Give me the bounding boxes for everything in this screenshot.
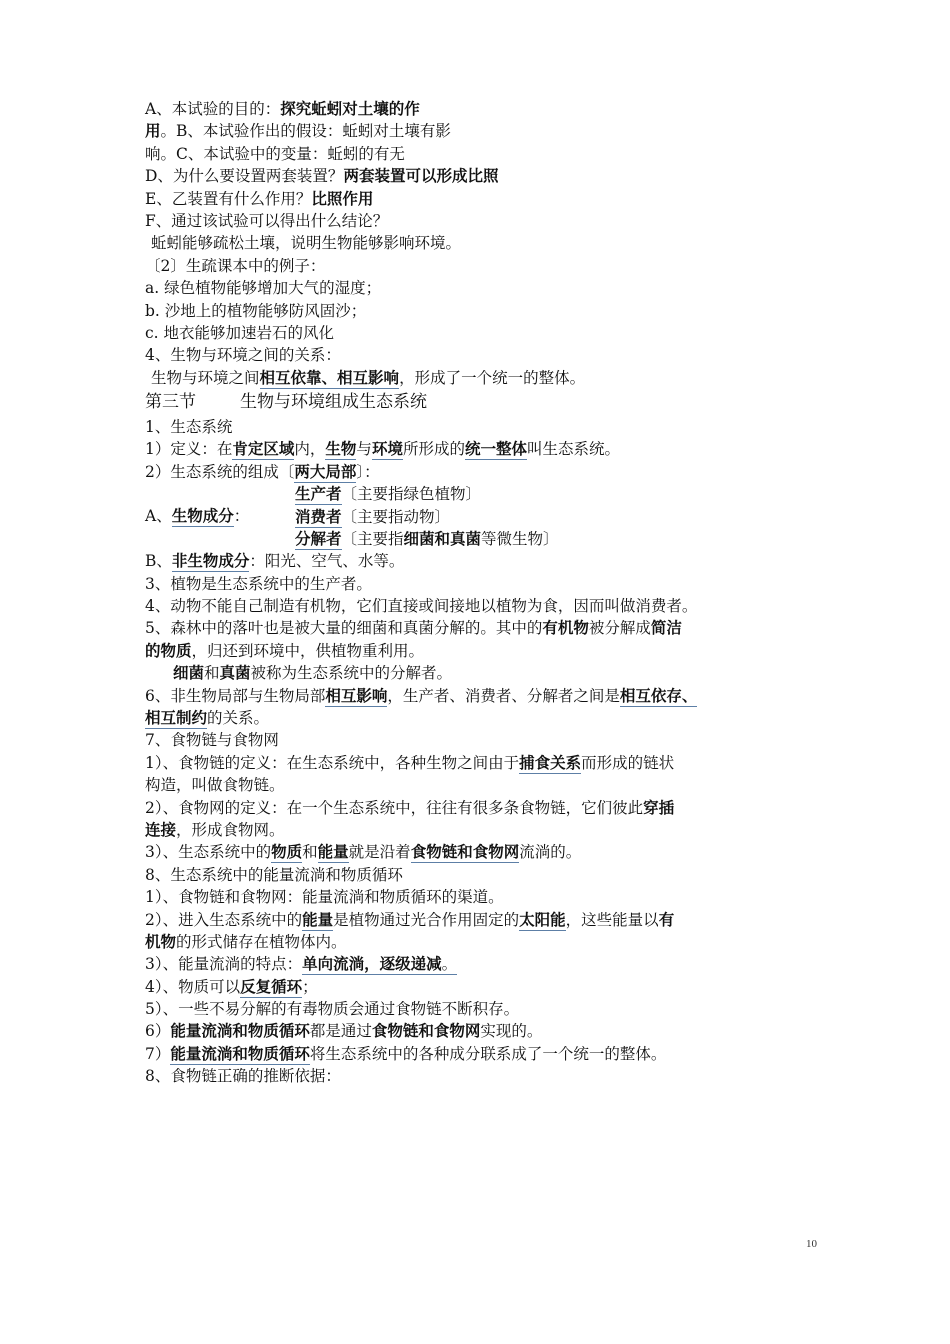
text-line: 2）生态系统的组成〔两大局部〕： — [145, 461, 380, 481]
text-line: 〔2〕生疏课本中的例子： — [145, 256, 326, 275]
text-line: 7）能量流淌和物质循环将生态系统中的各种成分联系成了一个统一的整体。 — [145, 1043, 667, 1063]
bold-text: 两套装置可以形成比照 — [343, 166, 499, 186]
text-line: 细菌和真菌被称为生态系统中的分解者。 — [173, 663, 453, 683]
text-line: 3）、能量流淌的特点：单向流淌，逐级递减。 — [145, 954, 458, 974]
text-line: 生物与环境之间相互依靠、相互影响，形成了一个统一的整体。 — [151, 367, 586, 387]
underlined-bold-text: 两大局部 — [294, 461, 357, 481]
text-line: 7、食物链与食物网 — [145, 731, 279, 750]
text-line: 1）、食物链和食物网：能量流淌和物质循环的渠道。 — [145, 888, 504, 907]
text-line: 6、非生物局部与生物局部相互影响，生产者、消费者、分解者之间是相互依存、 — [145, 685, 698, 705]
section-title: 第三节 生物与环境组成生态系统 — [145, 392, 427, 413]
underlined-bold-text: 相互依靠 — [259, 367, 322, 387]
text-line: 4）、物质可以反复循环； — [145, 976, 318, 996]
underlined-bold-text: 肯定区域 — [232, 439, 295, 459]
text-line: 用。B、本试验作出的假设：蚯蚓对土壤有影 — [145, 121, 451, 141]
text-line: 响。C、本试验中的变量：蚯蚓的有无 — [145, 144, 405, 163]
text-line: 8、食物链正确的推断依据： — [145, 1067, 341, 1086]
text-line: 2）、食物网的定义：在一个生态系统中，往往有很多条食物链，它们彼此穿插 — [145, 797, 675, 817]
bold-text: 比照作用 — [311, 188, 374, 208]
text-line: 连接，形成食物网。 — [145, 819, 285, 839]
text-line: 1）定义：在肯定区域内，生物与环境所形成的统一整体叫生态系统。 — [145, 439, 620, 459]
biotic-label: A、生物成分： — [145, 506, 250, 526]
text-line: 1）、食物链的定义：在生态系统中，各种生物之间由于捕食关系而形成的链状 — [145, 752, 675, 772]
text-line: c. 地衣能够加速岩石的风化 — [145, 323, 335, 342]
page-number: 10 — [806, 1238, 817, 1250]
text-line: 2）、进入生态系统中的能量是植物通过光合作用固定的太阳能，这些能量以有 — [145, 909, 675, 929]
text-line: a. 绿色植物能够增加大气的湿度； — [145, 279, 382, 298]
text-line: 3）、生态系统中的物质和能量就是沿着食物链和食物网流淌的。 — [145, 842, 582, 862]
text-line: 4、动物不能自己制造有机物，它们直接或间接地以植物为食，因而叫做消费者。 — [145, 597, 698, 616]
text-line: 5、森林中的落叶也是被大量的细菌和真菌分解的。其中的有机物被分解成简洁 — [145, 618, 682, 638]
text-line: 8、生态系统中的能量流淌和物质循环 — [145, 865, 403, 884]
text-line: 相互制约的关系。 — [145, 707, 270, 727]
text-line: E、乙装置有什么作用？比照作用 — [145, 188, 374, 208]
text-line: 机物的形式储存在植物体内。 — [145, 931, 347, 951]
text-line: 3、植物是生态系统中的生产者。 — [145, 574, 372, 593]
text-line: D、为什么要设置两套装置？两套装置可以形成比照 — [145, 166, 499, 186]
component-consumer: 消费者〔主要指动物〕 — [295, 506, 451, 526]
text-line: 5）、一些不易分解的有毒物质会通过食物链不断积存。 — [145, 1000, 520, 1019]
component-producer: 生产者〔主要指绿色植物〕 — [295, 484, 482, 504]
text-line: A、本试验的目的：探究蚯蚓对土壤的作 — [145, 99, 420, 118]
text-line: 6）能量流淌和物质循环都是通过食物链和食物网实现的。 — [145, 1021, 543, 1041]
bold-text: 探究蚯蚓对土壤的作 — [280, 99, 420, 118]
text-line: B、非生物成分：阳光、空气、水等。 — [145, 551, 405, 571]
component-decomposer: 分解者〔主要指细菌和真菌等微生物〕 — [295, 529, 559, 549]
bold-text: 用 — [145, 121, 161, 141]
text-line: 构造，叫做食物链。 — [145, 776, 285, 795]
text-line: b. 沙地上的植物能够防风固沙； — [145, 301, 367, 320]
ecosystem-components — [145, 483, 950, 550]
text-line: 4、生物与环境之间的关系： — [145, 346, 341, 365]
text-line: F、通过该试验可以得出什么结论？ — [145, 211, 389, 230]
text-line: 的物质，归还到环境中，供植物重利用。 — [145, 640, 425, 660]
text-line: 1、生态系统 — [145, 418, 233, 437]
underlined-bold-text: 相互影响 — [337, 367, 400, 387]
text-line: 蚯蚓能够疏松土壤，说明生物能够影响环境。 — [151, 234, 462, 253]
